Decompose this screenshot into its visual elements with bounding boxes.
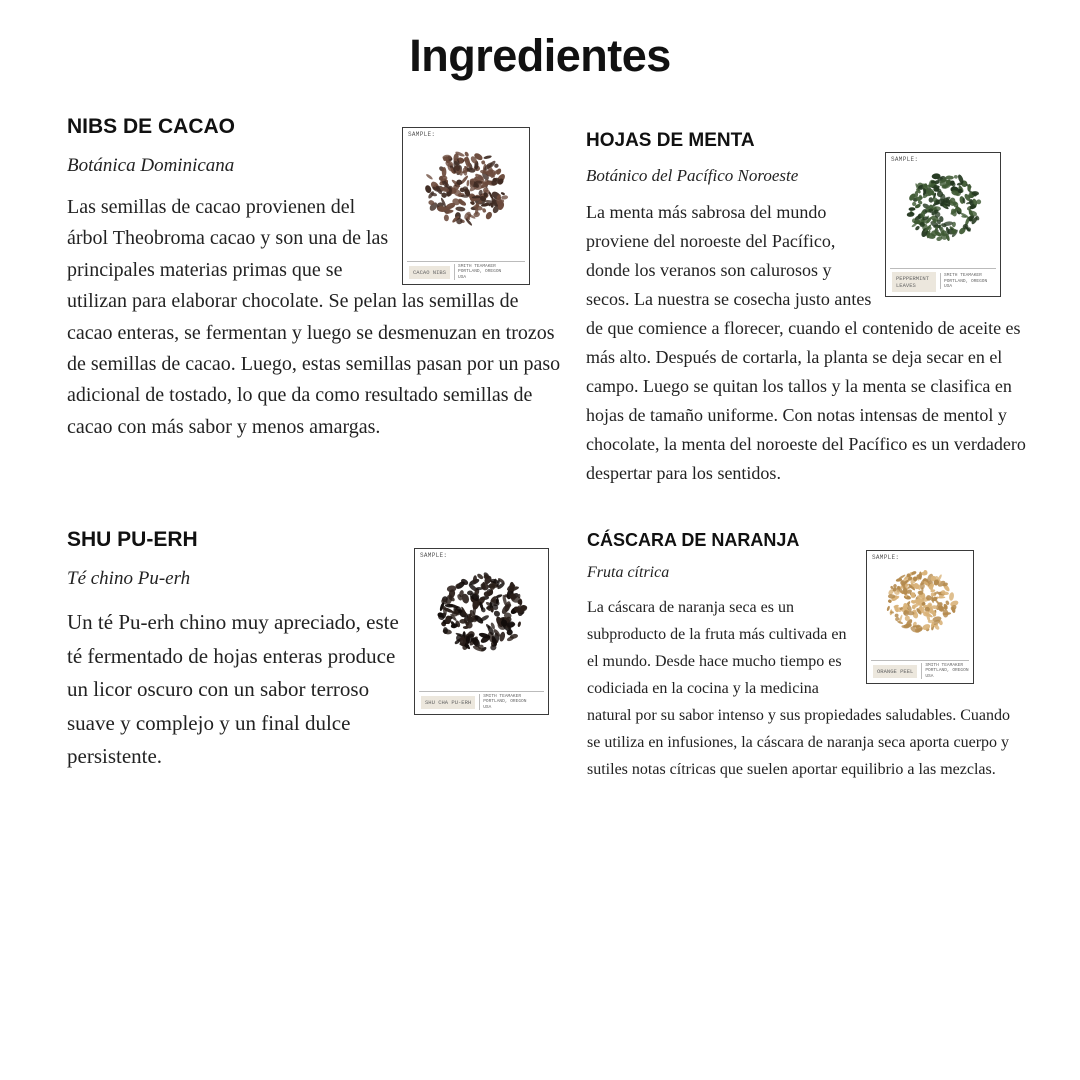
sample-card-peppermint: [885, 152, 1001, 297]
pile-fragment: [498, 631, 506, 642]
section-body: Las semillas de cacao provienen del árbol Theobroma cacao y son una de las principales materias primas que se utilizan para elaborar chocolate. Se pelan las semillas de cacao enteras, se fermentan y luego se desmenuzan en trozos de semillas de cacao. Luego, estas semillas pasan por un paso adicional de tostado, lo que da como resultado semillas de cacao con más sabor y menos amargas.: [67, 196, 561, 438]
pile-fragment: [495, 594, 503, 599]
sample-card-maker: SMITH TEAMAKER PORTLAND, OREGON USA: [454, 264, 501, 280]
section-subtitle: Té chino Pu-erh: [67, 568, 191, 589]
section-title: NIBS DE CACAO: [67, 115, 236, 138]
sample-card-label: SHU CHA PU-ERH: [421, 696, 475, 709]
section-subtitle: Botánico del Pacífico Noroeste: [586, 166, 799, 185]
pile-fragment: [460, 637, 466, 646]
pile-fragment: [500, 192, 505, 196]
pile-fragment: [501, 195, 509, 200]
sample-card-footer: [871, 660, 969, 679]
section-peppermint: [586, 130, 1032, 488]
sample-card-cacao-nibs: [402, 127, 530, 285]
pile-fragment: [886, 605, 890, 611]
pile-fragment: [948, 592, 954, 601]
sample-card-footer: [407, 261, 525, 280]
pile-fragment: [894, 613, 899, 618]
pile-fragment: [444, 214, 449, 221]
section-body: Un té Pu-erh chino muy apreciado, este té fermentado de hojas enteras produce un licor oscuro con un sabor terroso suave y complejo y un final dulce persistente.: [67, 610, 399, 768]
section-body: La menta más sabrosa del mundo proviene del noroeste del Pacífico, donde los veranos son calurosos y secos. La nuestra se cosecha justo antes de que comience a florecer, cuando el contenido de aceite es más alto. Después de cortarla, la planta se deja secar en el campo. Luego se quitan los tallos y la menta se clasifica en hojas de tamaño uniforme. Con notas intensas de mentol y chocolate, la menta del noroeste del Pacífico es un verdadero despertar para los sentidos.: [586, 202, 1026, 483]
pile-fragment: [455, 206, 465, 212]
cacao-nibs-pile-icon: [403, 128, 530, 258]
sample-card-label: PEPPERMINT LEAVES: [892, 272, 936, 292]
section-orange-peel: [587, 530, 1017, 783]
pile-fragment: [928, 197, 933, 203]
section-title: CÁSCARA DE NARANJA: [587, 530, 800, 550]
section-title: HOJAS DE MENTA: [586, 130, 755, 151]
pile-fragment: [914, 225, 920, 231]
sample-card-label: ORANGE PEEL: [873, 665, 917, 678]
sample-card-footer: [890, 268, 996, 292]
pile-fragment: [485, 211, 494, 221]
pile-fragment: [906, 212, 914, 218]
sample-card-header: SAMPLE:: [408, 131, 436, 138]
pile-fragment: [464, 151, 470, 157]
sample-card-maker: SMITH TEAMAKER PORTLAND, OREGON USA: [921, 663, 968, 679]
orange-peel-pile-icon: [867, 551, 974, 661]
pile-fragment: [937, 596, 946, 598]
pile-fragment: [425, 173, 433, 180]
section-title: SHU PU-ERH: [67, 528, 198, 551]
puerh-tea-pile-icon: [415, 549, 549, 687]
sample-card-header: SAMPLE:: [891, 156, 919, 163]
pile-fragment: [466, 180, 469, 187]
sample-card-footer: [419, 691, 544, 710]
pile-fragment: [909, 207, 916, 211]
pile-fragment: [483, 155, 492, 160]
section-cacao-nibs: [67, 115, 563, 443]
sample-card-header: SAMPLE:: [872, 554, 900, 561]
pile-fragment: [493, 609, 502, 617]
pile-fragment: [903, 595, 911, 601]
sample-card-maker: SMITH TEAMAKER PORTLAND, OREGON USA: [940, 273, 987, 289]
sample-card-maker: SMITH TEAMAKER PORTLAND, OREGON USA: [479, 694, 526, 710]
pile-fragment: [953, 174, 958, 179]
pile-fragment: [517, 621, 521, 627]
sample-card-header: SAMPLE:: [420, 552, 448, 559]
pile-fragment: [459, 619, 466, 624]
sample-card-label: CACAO NIBS: [409, 266, 450, 279]
sample-card-orange-peel: [866, 550, 974, 684]
sample-card-shu-puerh: [414, 548, 549, 715]
peppermint-leaves-pile-icon: [886, 153, 1001, 271]
section-subtitle: Botánica Dominicana: [67, 155, 235, 176]
section-shu-puerh: [67, 528, 563, 774]
section-subtitle: Fruta cítrica: [587, 564, 670, 581]
section-body: La cáscara de naranja seca es un subproducto de la fruta más cultivada en el mundo. Desde hace mucho tiempo es codiciada en la cocina y la medicina natural por su sabor intenso y sus propiedades saludables. Cuando se utiliza en infusiones, la cáscara de naranja seca aporta cuerpo y sutiles notas cítricas que suelen aportar equilibrio a las mezclas.: [587, 599, 1011, 778]
page-title: Ingredientes: [409, 30, 671, 81]
